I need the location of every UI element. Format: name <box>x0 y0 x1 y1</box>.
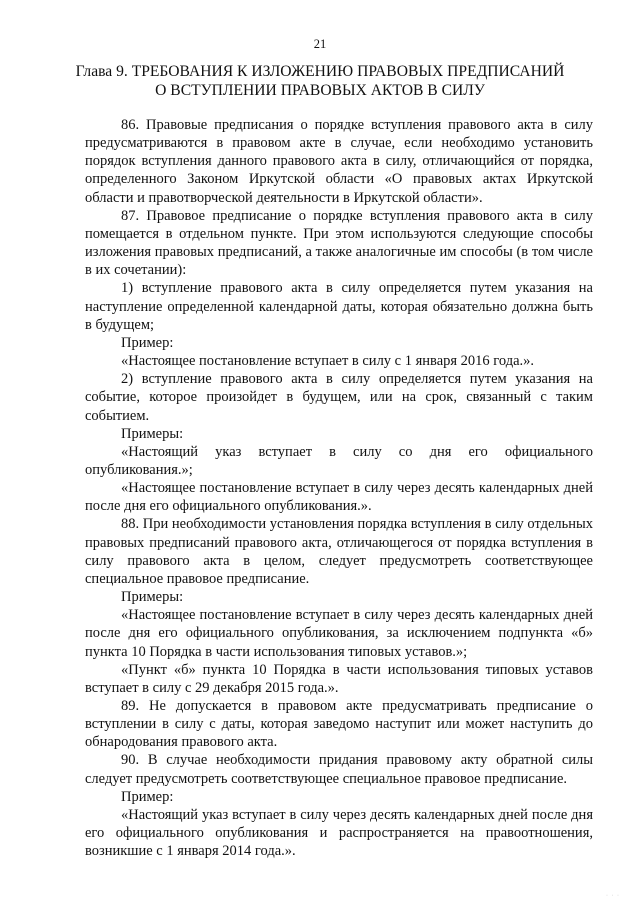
paragraph-90: 90. В случае необходимости придания правовому акту обратной силы следует предусмотреть соответствующее специальное правовое предписание. <box>85 752 593 787</box>
example-label: Пример: <box>121 788 174 805</box>
scan-mark: · · · <box>606 893 620 899</box>
example-quote: «Настоящий указ вступает в силу со дня его официального опубликования.»; <box>85 443 593 478</box>
examples-label: Примеры: <box>121 425 184 442</box>
paragraph-89: 89. Не допускается в правовом акте предусматривать предписание о вступлении в силу с даты, которая заведомо наступит или может наступить до обнародования правового акта. <box>85 698 593 751</box>
body-text <box>85 116 593 860</box>
list-item-1: 1) вступление правового акта в силу определяется путем указания на наступление определенной календарной даты, которая обязательно должна быть в будущем; <box>85 280 593 333</box>
paragraph-86: 86. Правовые предписания о порядке вступления правового акта в силу предусматриваются в правовом акте в случае, если необходимо установить порядок вступления данного правового акта в силу, отличающийся от порядка, определенного Законом Иркутской области «О правовых актах Иркутской области и правотворческой деятельности в Иркутской области». <box>85 117 593 206</box>
example-quote: «Настоящее постановление вступает в силу с 1 января 2016 года.». <box>121 353 535 370</box>
chapter-title <box>60 62 580 100</box>
example-label: Пример: <box>121 334 174 351</box>
paragraph-87: 87. Правовое предписание о порядке вступления правового акта в силу помещается в отдельном пункте. При этом используются следующие способы изложения правовых предписаний, а также аналогичные им способы (в том числе в их сочетании): <box>85 207 593 279</box>
page-number: 21 <box>313 37 327 51</box>
examples-label: Примеры: <box>121 589 184 606</box>
example-quote: «Настоящее постановление вступает в силу через десять календарных дней после дня его официального опубликования.». <box>85 480 593 515</box>
example-quote: «Пункт «б» пункта 10 Порядка в части использования типовых уставов вступает в силу с 29 декабря 2015 года.». <box>85 661 593 696</box>
list-item-2: 2) вступление правового акта в силу определяется путем указания на событие, которое произойдет в будущем, или на срок, связанный с таким событием. <box>85 371 593 424</box>
example-quote: «Настоящее постановление вступает в силу через десять календарных дней после дня его официального опубликования, за исключением подпункта «б» пункта 10 Порядка в части использования типовых уставов.»; <box>85 607 593 660</box>
example-quote: «Настоящий указ вступает в силу через десять календарных дней после дня его официального опубликования и распространяется на правоотношения, возникшие с 1 января 2014 года.». <box>85 806 593 860</box>
paragraph-88: 88. При необходимости установления порядка вступления в силу отдельных правовых предписаний правового акта, отличающегося от порядка вступления в силу правового акта в целом, следует предусмотреть соответствующее специальное правовое предписание. <box>85 516 593 587</box>
chapter-title-line-1: Глава 9. ТРЕБОВАНИЯ К ИЗЛОЖЕНИЮ ПРАВОВЫХ ПРЕДПИСАНИЙ <box>75 63 565 80</box>
chapter-title-line-2: О ВСТУПЛЕНИИ ПРАВОВЫХ АКТОВ В СИЛУ <box>155 82 485 99</box>
